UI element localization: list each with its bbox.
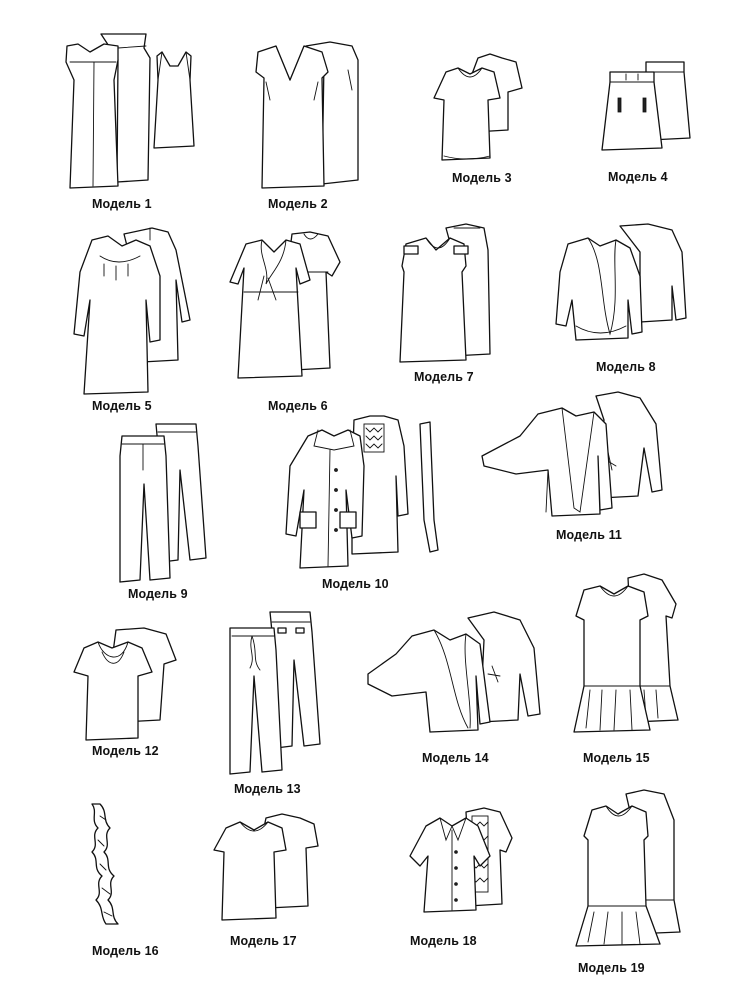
model-14-sketch	[368, 612, 540, 732]
model-1-label: Модель 1	[92, 197, 152, 211]
model-7-sketch	[400, 224, 490, 362]
model-19-label: Модель 19	[578, 961, 645, 975]
model-7-label: Модель 7	[414, 370, 474, 384]
model-16-label: Модель 16	[92, 944, 159, 958]
model-15-label: Модель 15	[583, 751, 650, 765]
model-10-label: Модель 10	[322, 577, 389, 591]
model-13-label: Модель 13	[234, 782, 301, 796]
model-8-label: Модель 8	[596, 360, 656, 374]
model-6-sketch	[230, 232, 340, 378]
model-10-sketch	[286, 416, 438, 568]
model-14-label: Модель 14	[422, 751, 489, 765]
model-2-label: Модель 2	[268, 197, 328, 211]
model-12-sketch	[74, 628, 176, 740]
model-18-label: Модель 18	[410, 934, 477, 948]
model-4-label: Модель 4	[608, 170, 668, 184]
model-3-sketch	[434, 54, 522, 160]
model-4-sketch	[602, 62, 690, 150]
model-13-sketch	[230, 612, 320, 774]
model-11-label: Модель 11	[556, 528, 622, 542]
model-16-sketch	[92, 804, 118, 924]
model-3-label: Модель 3	[452, 171, 512, 185]
model-19-sketch	[576, 790, 680, 946]
model-11-sketch	[482, 392, 662, 516]
model-17-sketch	[214, 814, 318, 920]
model-17-label: Модель 17	[230, 934, 297, 948]
model-2-sketch	[256, 42, 358, 188]
model-18-sketch	[410, 808, 512, 912]
model-6-label: Модель 6	[268, 399, 328, 413]
model-5-label: Модель 5	[92, 399, 152, 413]
model-1-sketch	[66, 34, 194, 188]
model-9-sketch	[120, 424, 206, 582]
model-12-label: Модель 12	[92, 744, 159, 758]
model-9-label: Модель 9	[128, 587, 188, 601]
model-15-sketch	[574, 574, 678, 732]
model-5-sketch	[74, 228, 190, 394]
model-8-sketch	[556, 224, 686, 340]
